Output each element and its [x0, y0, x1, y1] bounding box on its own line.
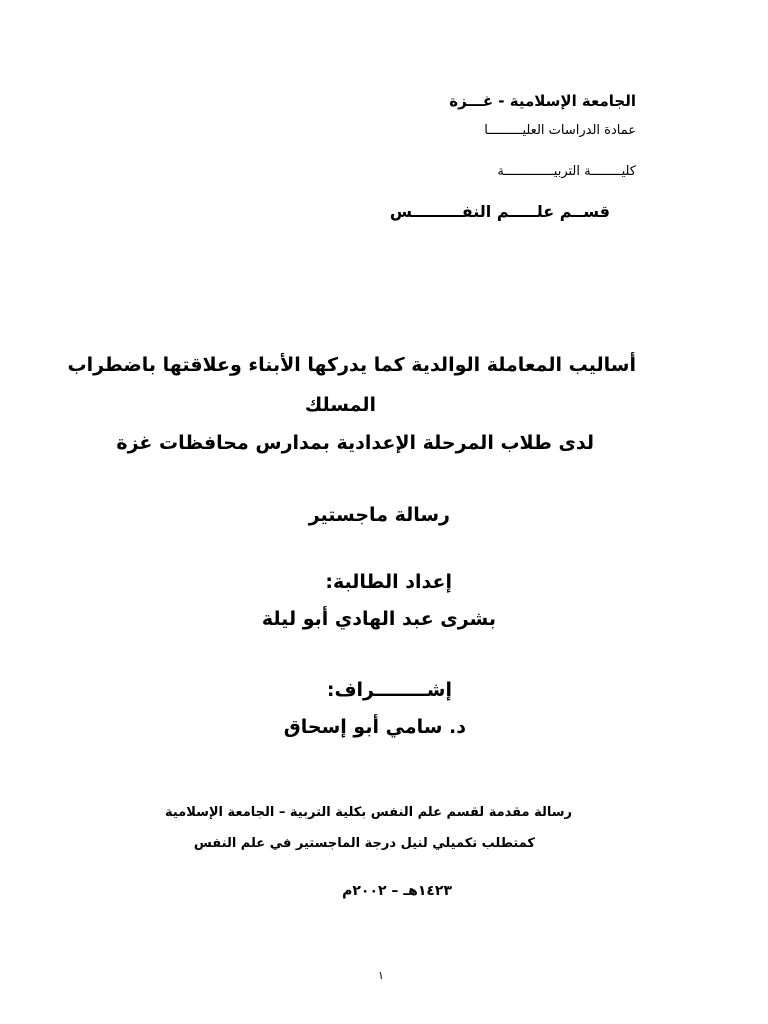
page-number: ١ [378, 969, 384, 982]
university-name: الجامعة الإسلامية - غـــزة [449, 92, 636, 110]
department-name: قســم علـــــم النفـــــــــس [389, 202, 610, 221]
submission-date: ١٤٢٣هـ – ٢٠٠٢م [342, 883, 452, 899]
thesis-title-line-1: أساليب المعاملة الوالدية كما يدركها الأبناء وعلاقتها باضطراب [67, 354, 636, 376]
thesis-title-line-3: لدى طلاب المرحلة الإعدادية بمدارس محافظات غزة [116, 432, 594, 454]
faculty-name: كليــــــــة التربيـــــــــــــة [497, 164, 636, 179]
thesis-type: رسالة ماجستير [308, 504, 450, 526]
prepared-by-label: إعداد الطالبة: [325, 571, 452, 593]
submission-statement-line-1: رسالة مقدمة لقسم علم النفس بكلية التربية – الجامعة الإسلامية [164, 805, 572, 820]
supervision-label: إشــــــــراف: [326, 679, 452, 701]
deanship-name: عمادة الدراسات العليـــــــــا [484, 123, 636, 138]
student-name: بشرى عبد الهادي أبو ليلة [261, 608, 496, 630]
thesis-title-line-2: المسلك [304, 394, 376, 416]
supervisor-name: د. سامي أبو إسحاق [283, 716, 466, 738]
submission-statement-line-2: كمتطلب تكميلي لنيل درجة الماجستير في علم النفس [193, 836, 535, 851]
